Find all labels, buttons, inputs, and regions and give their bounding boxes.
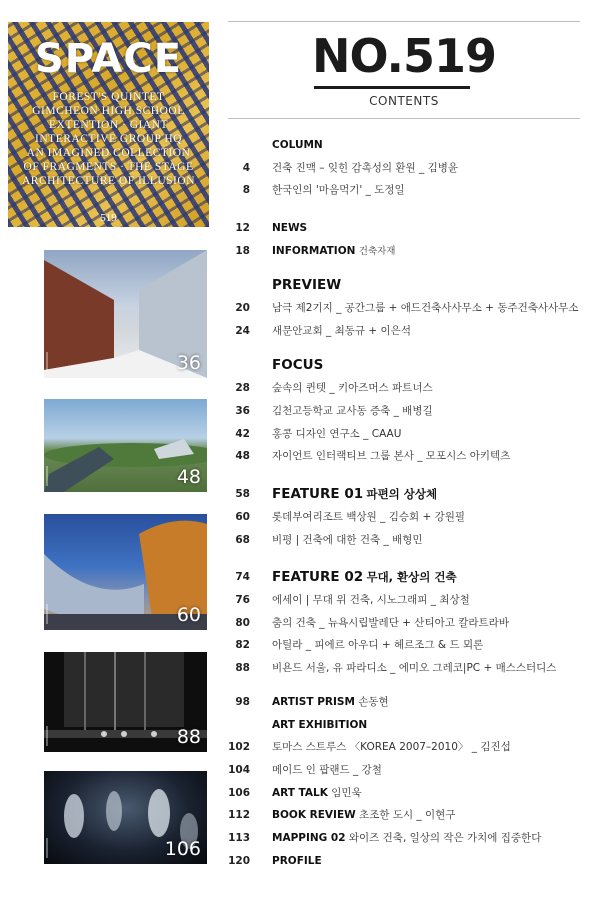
header-divider — [228, 118, 580, 119]
page-number: 113 — [228, 832, 250, 844]
photo-credit — [46, 838, 48, 858]
thumbnail-page-number: 36 — [176, 352, 201, 374]
page-number: 8 — [242, 184, 250, 196]
entry-title — [272, 693, 389, 711]
photo-credit — [46, 604, 48, 624]
section-subtitle: 파편의 상상체 — [366, 487, 438, 501]
page-number: 98 — [235, 696, 250, 708]
entry-title: 메이드 인 팝랜드 _ 강철 — [272, 764, 382, 776]
section-subtitle: 무대, 환상의 건축 — [366, 570, 457, 584]
entry-title: NEWS — [272, 222, 308, 234]
cover-headline: EXTENTION · GIANT — [49, 119, 168, 131]
entry-label: MAPPING 02 — [272, 832, 346, 844]
top-divider — [228, 21, 580, 22]
entry-title: 비평 | 건축에 대한 건축 _ 배형민 — [272, 534, 423, 546]
entry-title — [272, 242, 395, 261]
cover-issue-number: 519 — [100, 212, 117, 224]
entry-title: 한국인의 '마음먹기' _ 도정일 — [272, 184, 405, 196]
page-number: 104 — [228, 764, 250, 776]
entry-title — [272, 784, 362, 802]
magazine-cover — [8, 22, 209, 227]
entry-title: 춤의 건축 _ 뉴욕시립발레단 + 산티아고 칼라트라바 — [272, 617, 509, 629]
thumbnail-photo-green-roof[interactable] — [44, 399, 207, 492]
issue-title: NO.519 — [311, 29, 497, 83]
entry-title: 롯데부여리조트 백상원 _ 김승회 + 강원필 — [272, 511, 466, 523]
page-number: 20 — [235, 302, 250, 314]
thumbnail-page-number: 48 — [176, 466, 201, 488]
page-number: 68 — [235, 534, 250, 546]
thumbnail-photo-resort-night[interactable] — [44, 514, 207, 630]
entry-title: 김천고등학교 교사동 증축 _ 배병길 — [272, 405, 433, 417]
cover-title: SPACE — [34, 36, 183, 82]
entry-subtitle: 임민욱 — [331, 787, 362, 799]
page-number: 74 — [235, 571, 250, 583]
entry-subtitle: 초조한 도시 _ 이현구 — [359, 809, 456, 821]
page-number: 36 — [235, 405, 250, 417]
page-number: 58 — [235, 488, 250, 500]
cover-headline: AN IMAGINED COLLECTION — [26, 147, 191, 159]
page-number: 88 — [235, 662, 250, 674]
thumbnail-page-number: 60 — [176, 604, 201, 626]
contents-label: CONTENTS — [369, 94, 439, 108]
entry-title: 새문안교회 _ 최동규 + 이은석 — [272, 325, 411, 337]
entry-title: 숲속의 퀸텟 _ 키아즈머스 파트너스 — [272, 382, 433, 394]
cover-headline: OF FRAGMENTS · THE STAGE — [23, 161, 194, 173]
cover-headline: FOREST'S QUINTET — [52, 91, 165, 103]
entry-title: 자이언트 인터랙티브 그룹 본사 _ 모포시스 아키텍츠 — [272, 450, 511, 462]
section-heading: PREVIEW — [272, 277, 342, 293]
page-number: 24 — [235, 325, 250, 337]
section-heading: COLUMN — [272, 139, 323, 151]
cover-headline: ARCHITECTURE OF ILLUSION — [22, 175, 195, 187]
page-number: 106 — [228, 787, 250, 799]
section-heading: FOCUS — [272, 357, 324, 373]
section-label: FEATURE 02 — [272, 569, 364, 585]
entry-title: 에세이 | 무대 위 건축, 시노그래피 _ 최상철 — [272, 594, 470, 606]
section-label: FEATURE 01 — [272, 486, 364, 502]
page-number: 18 — [235, 245, 250, 257]
entry-label: BOOK REVIEW — [272, 809, 356, 821]
photo-credit — [46, 726, 48, 746]
entry-subtitle: 와이즈 건축, 일상의 작은 가치에 집중한다 — [348, 832, 542, 844]
page-number: 42 — [235, 428, 250, 440]
thumbnail-page-number: 106 — [164, 838, 201, 860]
page-number: 80 — [235, 617, 250, 629]
entry-subtitle: 손동현 — [358, 696, 389, 708]
cover-headlines — [8, 90, 209, 188]
entry-subtitle: 건축자재 — [358, 246, 396, 257]
photo-credit — [46, 352, 48, 372]
page-number: 48 — [235, 450, 250, 462]
photo-credit — [46, 466, 48, 486]
entry-label: ART TALK — [272, 787, 328, 799]
page-number: 112 — [228, 809, 250, 821]
entry-title: 토마스 스트루스 〈KOREA 2007–2010〉 _ 김진섭 — [272, 741, 511, 753]
cover-headline: INTERACTIVE GROUP HQ — [35, 133, 182, 145]
entry-title: PROFILE — [272, 855, 322, 867]
entry-title: 건축 진맥 – 잊힌 감촉성의 환원 _ 김병윤 — [272, 162, 459, 174]
page-number: 60 — [235, 511, 250, 523]
page-number: 12 — [235, 222, 250, 234]
page-number: 28 — [235, 382, 250, 394]
thumbnail-photo-stage[interactable] — [44, 652, 207, 752]
entry-label: ARTIST PRISM — [272, 696, 355, 708]
section-heading — [272, 485, 437, 504]
section-heading — [272, 568, 457, 587]
entry-title — [272, 806, 455, 824]
entry-title: 아틸라 _ 피에르 아우디 + 헤르조그 & 드 뫼론 — [272, 639, 484, 651]
cover-headline: GIMCHEON HIGH SCHOOL — [32, 105, 185, 117]
section-heading: ART EXHIBITION — [272, 719, 368, 731]
thumbnail-photo-brick-building[interactable] — [44, 250, 207, 378]
entry-title: 남극 제2기지 _ 공간그룹 + 애드건축사사무소 + 동주건축사사무소 — [272, 302, 579, 314]
title-underline — [314, 86, 470, 89]
page-number: 82 — [235, 639, 250, 651]
page-number: 76 — [235, 594, 250, 606]
entry-title: 비욘드 서울, 유 파라디소 _ 에미오 그레코|PC + 매스스터디스 — [272, 662, 557, 674]
thumbnail-page-number: 88 — [176, 726, 201, 748]
thumbnail-photo-art-talk[interactable] — [44, 771, 207, 864]
page-number: 102 — [228, 741, 250, 753]
entry-label: INFORMATION — [272, 245, 356, 257]
entry-title: 홍콩 디자인 연구소 _ CAAU — [272, 428, 402, 440]
page-number: 120 — [228, 855, 250, 867]
entry-title — [272, 829, 541, 847]
page-number: 4 — [242, 162, 250, 174]
